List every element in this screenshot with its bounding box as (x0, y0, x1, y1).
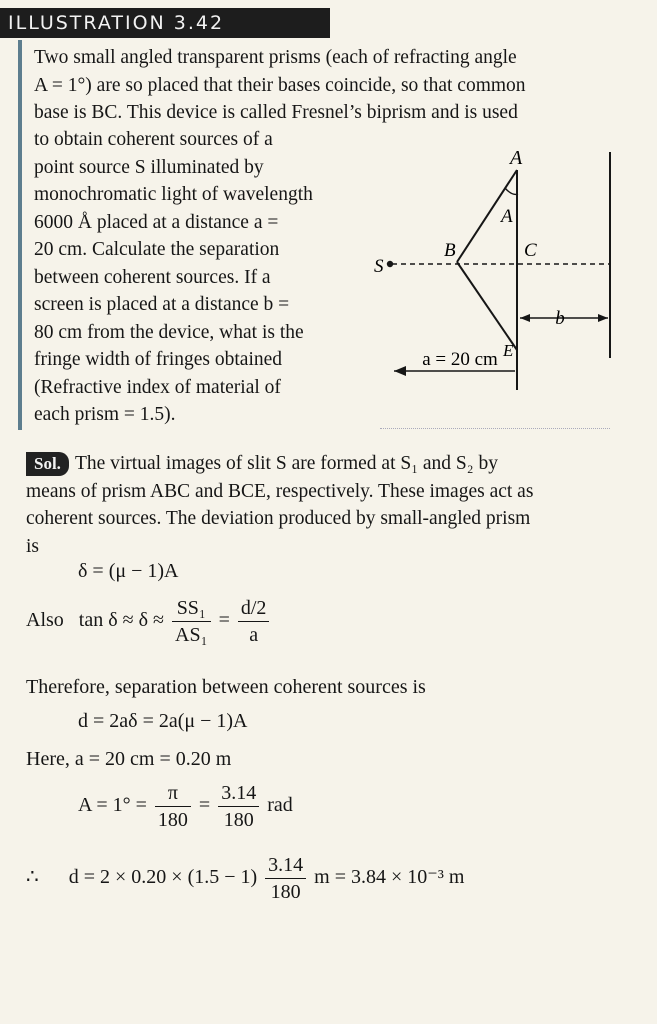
label-A-angle: A (501, 206, 513, 227)
fraction-314-180 (218, 780, 259, 833)
label-a: a = 20 cm (422, 349, 498, 370)
frac-denominator: 180 (270, 881, 301, 903)
therefore-symbol: ∴ (26, 866, 39, 889)
frac-numerator: d/2 (238, 595, 270, 622)
problem-line: 80 cm from the device, what is the (34, 321, 304, 343)
problem-line: Two small angled transparent prisms (each of refracting angle (34, 47, 517, 68)
equation-tan-delta: Also tan δ ≈ δ ≈ $\frac{\text{SS₁}}{\text{AS₁}}$ = $\frac{d/2}{a}$ (26, 595, 272, 648)
fraction-d2-a (238, 595, 270, 648)
problem-line: between coherent sources. If a (34, 266, 271, 288)
solution-line: Sol. The virtual images of slit S are formed at S₁ and S₂ by (26, 450, 614, 478)
also-label: Also (26, 609, 64, 632)
equation-result: ∴ d = 2 × 0.20 × (1.5 − 1) $\frac{3.14}{180}$ m = 3.84 × 10⁻³ m (26, 854, 465, 903)
solution-line: means of prism ABC and BCE, respectively. These images act as (26, 480, 534, 502)
frac-denominator: 180 (223, 809, 254, 831)
fraction-pi-180 (155, 780, 191, 833)
source-point (387, 261, 393, 267)
solution-intro (26, 450, 614, 560)
problem-line: 6000 Å placed at a distance a = (34, 211, 279, 233)
frac-denominator: 180 (157, 809, 188, 831)
problem-line: 20 cm. Calculate the separation (34, 239, 280, 260)
equation-angle-radians: A = 1° = $\frac{\pi}{180}$ = $\frac{3.14}{180}$ rad (78, 782, 293, 831)
frac-numerator: π (155, 780, 191, 807)
label-B: B (444, 240, 456, 261)
biprism-diagram (360, 140, 630, 400)
therefore-text: Therefore, separation between coherent sources is (26, 676, 426, 698)
a-arrow-head-left (394, 366, 406, 376)
frac-numerator: 3.14 (218, 780, 259, 807)
problem-line: A = 1°) are so placed that their bases coincide, so that common (34, 74, 526, 96)
sol-badge: Sol. (26, 452, 69, 476)
label-S: S (374, 256, 384, 277)
section-divider (380, 428, 610, 429)
problem-line: screen is placed at a distance b = (34, 294, 290, 315)
frac-denominator: AS₁ (175, 624, 208, 646)
left-margin-bar (18, 40, 22, 430)
equation-deviation: δ = (μ − 1)A (78, 560, 179, 582)
solution-line: is (26, 535, 40, 557)
label-A-top: A (510, 147, 523, 169)
problem-line: to obtain coherent sources of a (34, 129, 273, 150)
eq2-lhs: tan δ ≈ δ ≈ (78, 609, 165, 632)
problem-line: each prism = 1.5). (34, 404, 176, 425)
solution-line: coherent sources. The deviation produced by small-angled prism (26, 508, 531, 529)
problem-line: (Refractive index of material of (34, 376, 281, 398)
prism-edge-BE (457, 262, 517, 350)
b-arrow-head-left (520, 314, 530, 322)
problem-line: fringe width of fringes obtained (34, 349, 283, 370)
illustration-header: ILLUSTRATION 3.42 (0, 8, 330, 38)
label-b: b (555, 308, 565, 329)
problem-line: monochromatic light of wavelength (34, 184, 313, 205)
problem-line: base is BC. This device is called Fresnel’s biprism and is used (34, 102, 518, 123)
frac-numerator: SS₁ (172, 595, 211, 622)
here-text: Here, a = 20 cm = 0.20 m (26, 748, 232, 770)
frac-numerator: 3.14 (265, 852, 306, 879)
frac-denominator: a (249, 624, 259, 646)
problem-statement-left (34, 126, 359, 429)
fraction-ss1-as1 (172, 595, 211, 648)
fraction-314-180-result (265, 852, 306, 905)
label-C: C (524, 240, 537, 261)
problem-line: point source S illuminated by (34, 156, 264, 178)
b-arrow-head-right (598, 314, 608, 322)
label-E: E (503, 341, 514, 360)
problem-statement-top (34, 44, 619, 127)
equation-separation: d = 2aδ = 2a(μ − 1)A (78, 710, 248, 732)
